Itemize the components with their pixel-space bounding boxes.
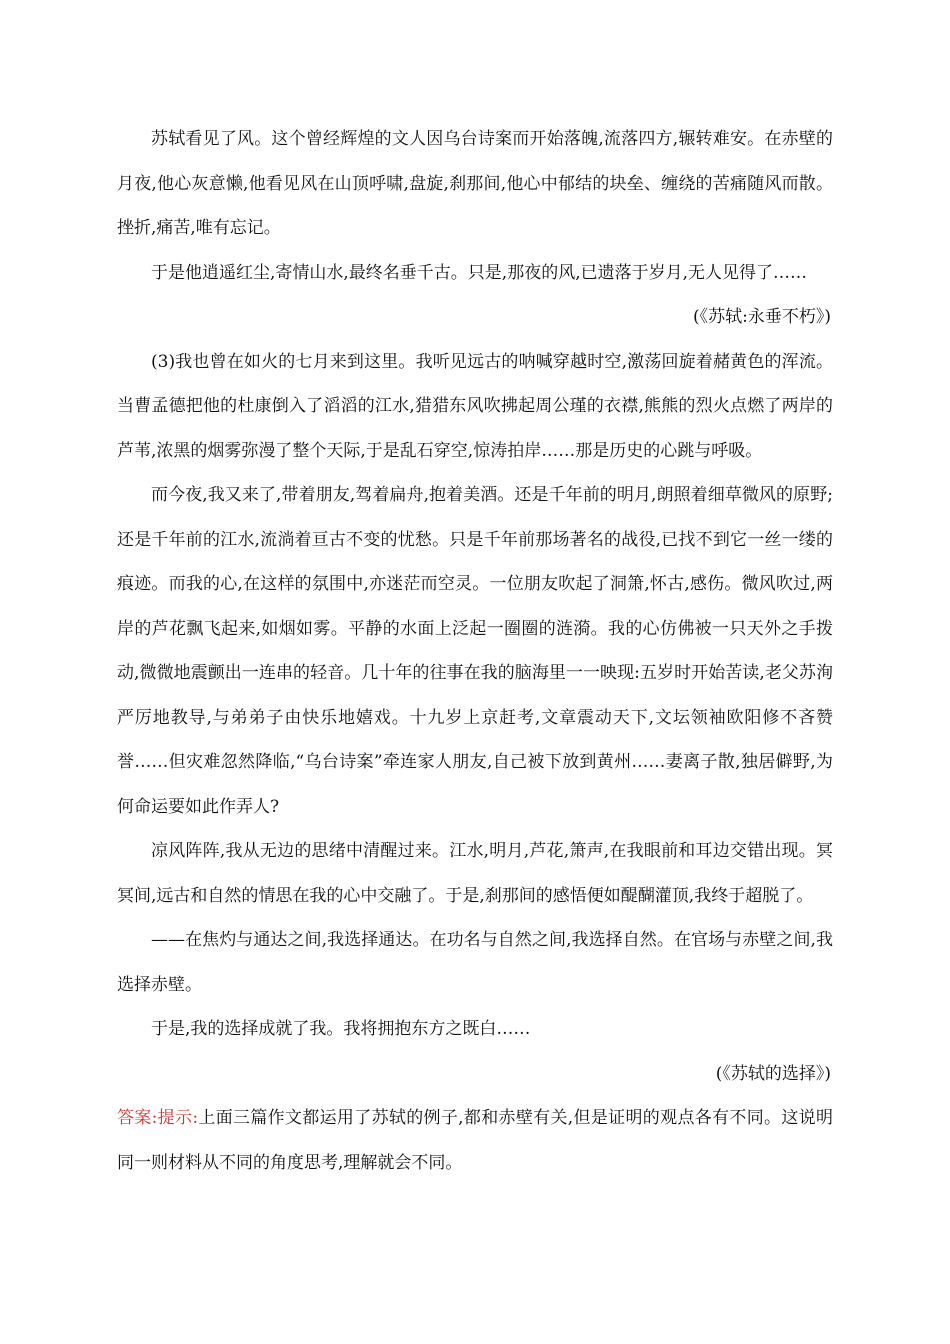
answer-block — [117, 1096, 833, 1185]
document-page — [117, 117, 833, 1185]
essay3-source: (《苏轼的选择》) — [715, 1063, 831, 1084]
essay3-paragraph-1: (3)我也曾在如火的七月来到这里。我听见远古的呐喊穿越时空,激荡回旋着赭黄色的浑流。当曹孟德把他的杜康倒入了滔滔的江水,猎猎东风吹拂起周公瑾的衣襟,熊熊的烈火点燃了两岸的芦苇,浓黑的烟雾弥漫了整个天际,于是乱石穿空,惊涛拍岸……那是历史的心跳与呼吸。 — [117, 351, 833, 461]
answer-text: 上面三篇作文都运用了苏轼的例子,都和赤壁有关,但是证明的观点各有不同。这说明同一则材料从不同的角度思考,理解就会不同。 — [117, 1108, 833, 1173]
essay2-paragraph-1: 苏轼看见了风。这个曾经辉煌的文人因乌台诗案而开始落魄,流落四方,辗转难安。在赤壁的月夜,他心灰意懒,他看见风在山顶呼啸,盘旋,刹那间,他心中郁结的块垒、缠绕的苦痛随风而散。挫折,痛苦,唯有忘记。 — [117, 129, 833, 238]
essay3-paragraph-2: 而今夜,我又来了,带着朋友,驾着扁舟,抱着美酒。还是千年前的明月,朗照着细草微风的原野;还是千年前的江水,流淌着亘古不变的忧愁。只是千年前那场著名的战役,已找不到它一丝一缕的痕迹。而我的心,在这样的氛围中,亦迷茫而空灵。一位朋友吹起了洞箫,怀古,感伤。微风吹过,两岸的芦花飘飞起来,如烟如雾。平静的水面上泛起一圈圈的涟漪。我的心仿佛被一只天外之手拨动,微微地震颤出一连串的轻音。几十年的往事在我的脑海里一一映现:五岁时开始苦读,老父苏洵严厉地教导,与弟弟子由快乐地嬉戏。十九岁上京赶考,文章震动天下,文坛领袖欧阳修不吝赞誉……但灾难忽然降临,“乌台诗案”牵连家人朋友,自己被下放到黄州……妻离子散,独居僻野,为何命运要如此作弄人? — [117, 485, 833, 817]
essay3-paragraph-5: 于是,我的选择成就了我。我将拥抱东方之既白…… — [151, 1019, 531, 1039]
essay3-paragraph-3: 凉风阵阵,我从无边的思绪中清醒过来。江水,明月,芦花,箫声,在我眼前和耳边交错出现。冥冥间,远古和自然的情思在我的心中交融了。于是,刹那间的感悟便如醍醐灌顶,我终于超脱了。 — [117, 841, 833, 906]
answer-label: 答案:提示: — [117, 1108, 199, 1128]
essay3-paragraph-4: ——在焦灼与通达之间,我选择通达。在功名与自然之间,我选择自然。在官场与赤壁之间,我选择赤壁。 — [117, 930, 833, 995]
essay2-source: (《苏轼:永垂不朽》) — [693, 307, 831, 327]
essay2-paragraph-2: 于是他逍遥红尘,寄情山水,最终名垂千古。只是,那夜的风,已遗落于岁月,无人见得了…… — [151, 262, 808, 283]
